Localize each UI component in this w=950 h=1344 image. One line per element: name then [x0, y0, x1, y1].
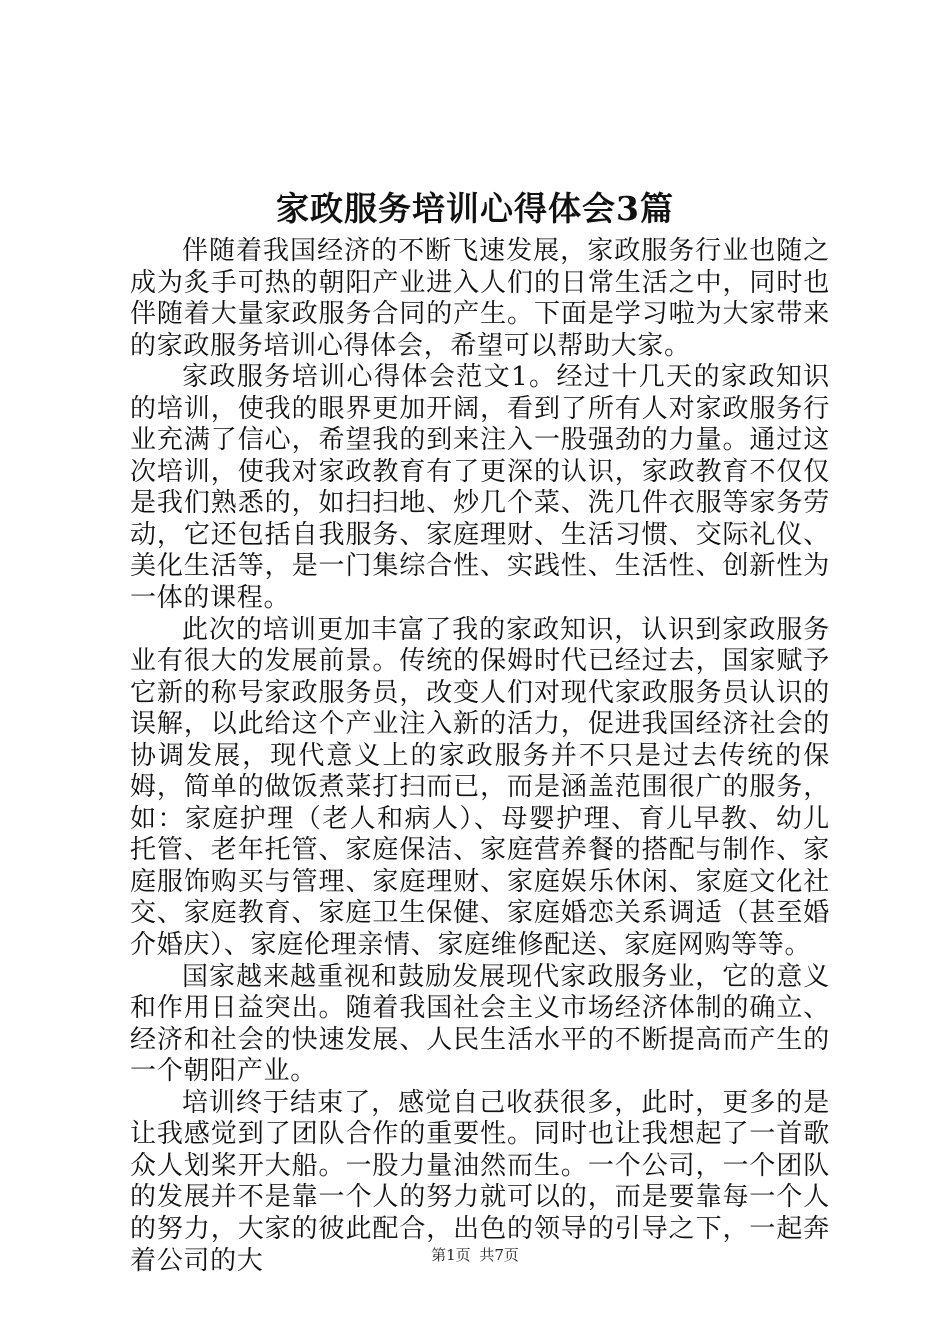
paragraph-3: 国家越来越重视和鼓励发展现代家政服务业，它的意义和作用日益突出。随着我国社会主义市场经济体制的确立、经济和社会的快速发展、人民生活水平的不断提高而产生的一个朝阳产业。: [130, 961, 830, 1087]
paragraph-2: 此次的培训更加丰富了我的家政知识，认识到家政服务业有很大的发展前景。传统的保姆时代已经过去，国家赋予它新的称号家政服务员，改变人们对现代家政服务员认识的误解，以此给这个产业注入新的活力，促进我国经济社会的协调发展，现代意义上的家政服务并不只是过去传统的保姆，简单的做饭煮菜打扫而已，而是涵盖范围很广的服务，如：家庭护理（老人和病人）、母婴护理、育儿早教、幼儿托管、老年托管、家庭保洁、家庭营养餐的搭配与制作、家庭服饰购买与管理、家庭理财、家庭娱乐休闲、家庭文化社交、家庭教育、家庭卫生保健、家庭婚恋关系调适（甚至婚介婚庆）、家庭伦理亲情、家庭维修配送、家庭网购等等。: [130, 614, 830, 961]
page-footer: [0, 1244, 950, 1265]
page-number: 第1页: [431, 1246, 471, 1264]
document-body: [130, 236, 830, 1277]
paragraph-intro: 伴随着我国经济的不断飞速发展，家政服务行业也随之成为炙手可热的朝阳产业进入人们的日常生活之中，同时也伴随着大量家政服务合同的产生。下面是学习啦为大家带来的家政服务培训心得体会，希望可以帮助大家。: [130, 236, 830, 361]
document-title: 家政服务培训心得体会3篇: [276, 189, 674, 228]
page-total: 共7页: [479, 1246, 519, 1264]
paragraph-4: 培训终于结束了，感觉自己收获很多，此时，更多的是让我感觉到了团队合作的重要性。同时也让我想起了一首歌众人划桨开大船。一股力量油然而生。一个公司，一个团队的发展并不是靠一个人的努力就可以的，而是要靠每一个人的努力，大家的彼此配合，出色的领导的引导之下，一起奔着公司的大: [130, 1087, 830, 1276]
paragraph-1: 家政服务培训心得体会范文1。经过十几天的家政知识的培训，使我的眼界更加开阔，看到了所有人对家政服务行业充满了信心，希望我的到来注入一股强劲的力量。通过这次培训，使我对家政教育有了更深的认识，家政教育不仅仅是我们熟悉的，如扫扫地、炒几个菜、洗几件衣服等家务劳动，它还包括自我服务、家庭理财、生活习惯、交际礼仪、美化生活等，是一门集综合性、实践性、生活性、创新性为一体的课程。: [130, 362, 830, 614]
